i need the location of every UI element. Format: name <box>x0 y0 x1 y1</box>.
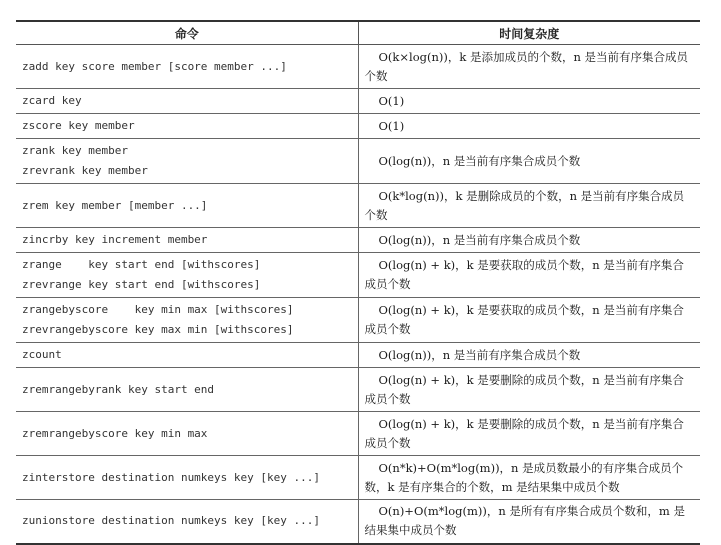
header-command: 命令 <box>16 21 358 45</box>
table-row <box>16 228 700 253</box>
command-cell: zcard key <box>16 89 358 114</box>
table-row <box>16 114 700 139</box>
complexity-cell: O(log(n) + k)，k 是要获取的成员个数，n 是当前有序集合成员个数 <box>358 253 700 298</box>
complexity-cell: O(log(n) + k)，k 是要删除的成员个数，n 是当前有序集合成员个数 <box>358 368 700 412</box>
complexity-cell: O(log(n))，n 是当前有序集合成员个数 <box>358 343 700 368</box>
command-cell: zincrby key increment member <box>16 228 358 253</box>
table-row <box>16 500 700 544</box>
table-row <box>16 368 700 412</box>
table-row <box>16 456 700 500</box>
complexity-cell: O(n)+O(m*log(m))，n 是所有有序集合成员个数和，m 是结果集中成员个数 <box>364 504 685 538</box>
command-cell: zcount <box>16 343 358 368</box>
command-cell: zinterstore destination numkeys key [key ...] <box>16 456 358 500</box>
complexity-cell: O(log(n))，n 是当前有序集合成员个数 <box>358 139 700 184</box>
table-row <box>16 89 700 114</box>
table-row <box>16 343 700 368</box>
complexity-cell: O(1) <box>358 114 700 139</box>
command-cell: zremrangebyscore key min max <box>16 412 358 456</box>
command-cell: zrem key member [member ...] <box>16 184 358 228</box>
table-header-row <box>16 21 700 45</box>
table-row <box>16 298 700 343</box>
complexity-cell: O(log(n) + k)，k 是要获取的成员个数，n 是当前有序集合成员个数 <box>358 298 700 343</box>
header-complexity: 时间复杂度 <box>358 21 700 45</box>
command-cell: zremrangebyrank key start end <box>16 368 358 412</box>
complexity-table <box>16 20 700 545</box>
complexity-cell: O(k*log(n))，k 是删除成员的个数，n 是当前有序集合成员个数 <box>358 184 700 228</box>
command-cell: zscore key member <box>16 114 358 139</box>
table-row <box>16 45 700 89</box>
complexity-cell: O(log(n))，n 是当前有序集合成员个数 <box>358 228 700 253</box>
command-cell: zunionstore destination numkeys key [key ...] <box>16 500 358 544</box>
table-row <box>16 253 700 298</box>
complexity-cell: O(log(n) + k)，k 是要删除的成员个数，n 是当前有序集合成员个数 <box>358 412 700 456</box>
command-cell: zrank key member zrevrank key member <box>16 139 358 184</box>
complexity-cell: O(k×log(n))，k 是添加成员的个数，n 是当前有序集合成员个数 <box>358 45 700 89</box>
table-row <box>16 139 700 184</box>
complexity-cell: O(1) <box>358 89 700 114</box>
command-cell: zrange key start end [withscores] zrevrange key start end [withscores] <box>16 253 358 298</box>
table-row <box>16 412 700 456</box>
document-page <box>16 20 700 545</box>
command-cell: zadd key score member [score member ...] <box>16 45 358 89</box>
table-row <box>16 184 700 228</box>
complexity-cell: O(n*k)+O(m*log(m))，n 是成员数最小的有序集合成员个数，k 是有序集合的个数，m 是结果集中成员个数 <box>358 456 700 500</box>
command-cell: zrangebyscore key min max [withscores] zrevrangebyscore key max min [withscores] <box>16 298 358 343</box>
